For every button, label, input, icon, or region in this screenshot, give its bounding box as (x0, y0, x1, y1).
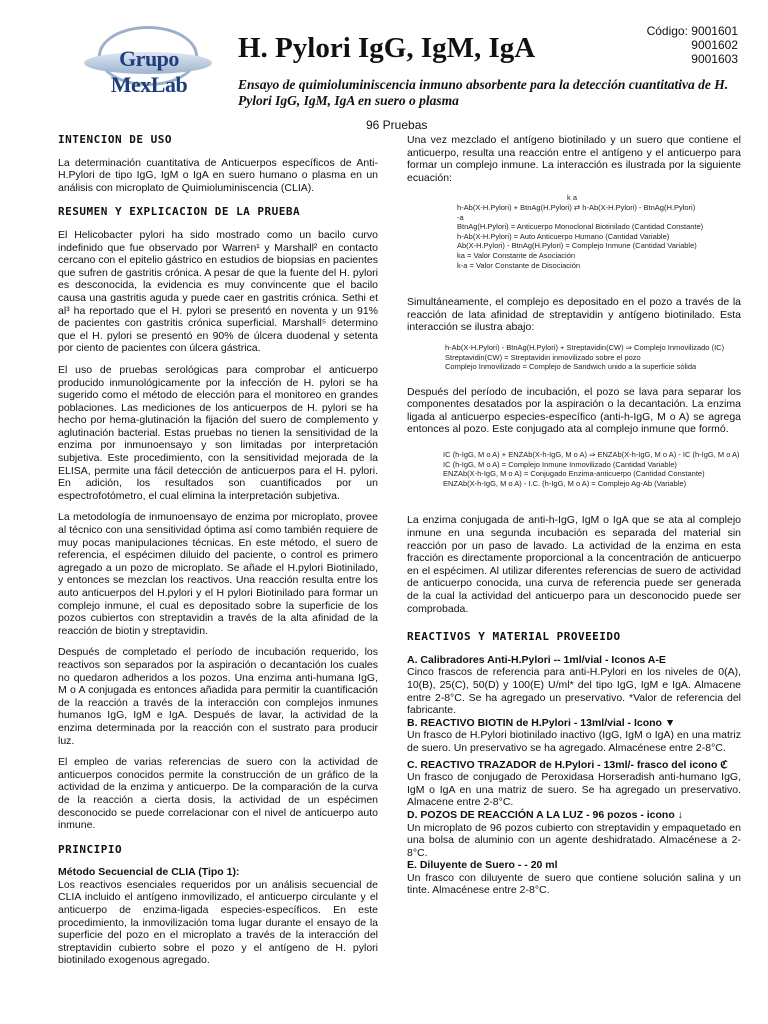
reagent-e-text: Un frasco con diluyente de suero que contiene solución salina y un tinte. Almacénese entre 2-8°C. (407, 871, 741, 897)
paragraph: Después de completado el período de incubación requerido, los reactivos son separados por la aspiración o decantación los cuales no quedaron adheridos a los pozos. Una enzima anti-humana IgG, M o A conjugada es entonces añadida para permitir la cuantificación de la reacción a través de la interacción con complejos inmunes humanos IgG, IgM e IgA. Después de lavar, la actividad de la enzima determinada por la reacción con el sustrato para producir luz. (58, 646, 378, 747)
document-title: H. Pylori IgG, IgM, IgA (238, 32, 536, 64)
equation-line: BtnAg(H.Pylori) = Anticuerpo Monoclonal Biotinilado (Cantidad Constante) (457, 222, 704, 232)
tests-count: 96 Pruebas (366, 118, 428, 132)
logo-text: Grupo MexLab (110, 46, 188, 97)
equation-line: k-a = Valor Constante de Disociación (457, 260, 581, 270)
equation-block-2 (445, 343, 741, 372)
code-line: Código: 9001601 (646, 24, 738, 38)
reagent-d-text: Un microplato de 96 pozos cubierto con streptavidin y empaquetado en una bolsa de aluminio con un agente deshidratado. Almacénese a 2-8°C. (407, 821, 741, 859)
reagent-e-heading: E. Diluyente de Suero - - 20 ml (407, 859, 558, 872)
equation-line: ENZAb(X-h-IgG, M o A) = Conjugado Enzima-anticuerpo (Cantidad Constante) (443, 469, 705, 479)
code-line: 9001602 (691, 38, 738, 52)
reagent-a-text: Cinco frascos de referencia para anti-H.Pylori en los niveles de 0(A), 10(B), 25(C), 50(D) y 100(E) U/ml* del tipo IgG, IgM e IgA. Almacene entre 2-8°C. Se ha agregado un preservativo. *Valor de referencia del fabricante. (407, 666, 741, 717)
reagent-d-heading: D. POZOS DE REACCIÓN A LA LUZ - 96 pozos - icono ↓ (407, 808, 683, 821)
paragraph: El Helicobacter pylori ha sido mostrado como un bacilo curvo indefinido que fue observado por Warren¹ y Marshall² en contacto cercano con el epitelio gástrico en estudios de biopsias en pacientes que sufren de gastritis crónica. A pesar de que la fuente del H. pylori es desconocida, la evidencia es muy convincente que el bacilo causa una gastritis aguda y puede caer en gastritis crónica. Sethi et al³ ha reportado que el H. pylori se presentó en noventa y un 91% de pacientes con gastritis crónica superficial. Marshall⁵ determino que el H. pylori se presentó en 90% de úlcera duodenal y setenta por ciento de pacientes con úlcera gástrica. (58, 228, 378, 355)
equation-line: Ab(X-H.Pylori) - BtnAg(H.Pylori) = Complejo Inmune (Cantidad Variable) (457, 241, 697, 251)
right-column (407, 134, 741, 897)
equation-line: IC (h-IgG, M o A) + ENZAb(X-h-IgG, M o A) ⇒ ENZAb(X-h-IgG, M o A) - IC (h-IgG, M o A) (443, 450, 740, 460)
paragraph: Después del período de incubación, el pozo se lava para separar los componentes desatados por la aspiración o la decantación. La enzima ligada al anticuerpo especies-específico (anti-h-IgG, M o A) se agrega entonces al pozo. Este conjugado ata al complejo inmune que formó. (407, 385, 741, 436)
reagent-c-text: Un frasco de conjugado de Peroxidasa Horseradish anti-humano IgG, IgM o IgA en una matriz de suero. Se ha agregado un preservativo. Almacene entre 2-8°C. (407, 771, 741, 809)
section-heading: RESUMEN Y EXPLICACION DE LA PRUEBA (58, 205, 301, 219)
equation-block-3 (443, 450, 741, 488)
section-heading: PRINCIPIO (58, 842, 123, 856)
equation-line: h-Ab(X-H.Pylori) = Auto Anticuerpo Humano (Cantidad Variable) (457, 231, 670, 241)
paragraph: Los reactivos esenciales requeridos por un análisis secuencial de CLIA incluido el antígeno inmovilizado, el anticuerpo circulante y el anticuerpo de enzima-ligada especies-específicos. En este procedimiento, la inmovilización toma lugar durante el ensayo de la superficie del pozo en el microplato a través de la interacción del streptavidin cubierto sobre el pozo y el antígeno de H. pylori biotinilado exogenous agregado. (58, 878, 378, 967)
equation-line: IC (h-IgG, M o A) = Complejo Inmune Inmovilizado (Cantidad Variable) (443, 459, 677, 469)
equation-line: Streptavidin(CW) = Streptavidin inmovilizado sobre el pozo (445, 352, 641, 362)
reagent-b-heading: B. REACTIVO BIOTIN de H.Pylori - 13ml/vial - Icono ▼ (407, 716, 676, 729)
subheading: Método Secuencial de CLIA (Tipo 1): (58, 866, 240, 879)
equation-line: h-Ab(X-H.Pylori) - BtnAg(H.Pylori) + Streptavidin(CW) ⇒ Complejo Inmovilizado (IC) (445, 342, 725, 352)
paragraph: La determinación cuantitativa de Anticuerpos específicos de Anti-H.Pylori de tipo IgG, IgM o IgA en suero humano o plasma en un análisis con microplato de Quimioluminiscencia (CLIA). (58, 156, 378, 194)
reagent-c-heading: C. REACTIVO TRAZADOR de H.Pylori - 13ml/- frasco del icono ℭ (407, 758, 728, 771)
product-codes (647, 24, 738, 66)
section-heading: INTENCION DE USO (58, 133, 172, 146)
document-subtitle: Ensayo de quimioluminiscencia inmuno absorbente para la detección cuantitativa de H. Pylori IgG, IgM, IgA en suero o plasma (238, 77, 729, 108)
equation-line: -a (457, 212, 464, 222)
equation-line: h-Ab(X-H.Pylori) + BtnAg(H.Pylori) ⇄ h-Ab(X-H.Pylori) - BtnAg(H.Pylori) (457, 202, 696, 212)
grupo-mexlab-logo (78, 22, 218, 97)
equation-line: ka = Valor Constante de Asociación (457, 250, 576, 260)
paragraph: Simultáneamente, el complejo es depositado en el pozo a través de la reacción de lata afinidad de streptavidin y antígeno biotinilado. Esta interacción se ilustra abajo: (407, 296, 741, 334)
equation-line: ENZAb(X-h-IgG, M o A) - I.C. (h-IgG, M o A) = Complejo Ag-Ab (Variable) (443, 478, 687, 488)
left-column (58, 134, 378, 976)
paragraph: La enzima conjugada de anti-h-IgG, IgM o IgA que se ata al complejo inmune en una segunda incubación es separada del material sin reacción por un paso de lavado. La actividad de la enzima en esta fracción es directamente proporcional a la concentración de anticuerpo en el espécimen. Al utilizar diferentes referencias de suero de actividad de anticuerpo conocida, una curva de referencia puede ser generada de la cual la actividad del anticuerpo para un desconocido puede ser comprobada. (407, 514, 741, 615)
paragraph: El empleo de varias referencias de suero con la actividad de anticuerpos conocidos permite la construcción de un gráfico de la actividad de la enzima y anticuerpo. De la comparación de la curva de la reacción a cierta dosis, la actividad de un espécimen desconocido se puede correlacionar con el nivel de anticuerpo auto inmune. (58, 756, 378, 832)
code-line: 9001603 (691, 52, 738, 66)
equation-line: k a (567, 193, 578, 203)
paragraph: Una vez mezclado el antígeno biotinilado y un suero que contiene el anticuerpo, resulta una reacción entre el antígeno y el anticuerpo para formar un complejo inmune. La interacción es ilustrada por la siguiente ecuación: (407, 134, 741, 184)
paragraph: La metodología de inmunoensayo de enzima por microplato, provee al técnico con una sensitividad óptima así como también requiere de muy pocas manipulaciones técnicas. En este método, el suero de referencia, el espécimen diluido del paciente, o control es primero agregado a un pozo de microplato. Se añade el H.pylori Biotinilado, y entonces se mezclan los reactivos. Una reacción resulta entre los auto anticuerpos del H.pylori y el H pylori Biotinilado para formar un complejo inmune, el cual es depositado sobre la superficie de los pozos cubiertos con streptavidin a través de la alta afinidad de la reacción de biotin y streptavidin. (58, 511, 378, 637)
equation-block-1 (457, 193, 741, 270)
section-heading: REACTIVOS Y MATERIAL PROVEEIDO (407, 630, 621, 644)
reagent-b-text: Un frasco de H.Pylori biotinilado inactivo (IgG, IgM o IgA) en una matriz de suero. Un preservativo se ha agregado. Almacénese entre 2-8°C. (407, 729, 741, 754)
paragraph: El uso de pruebas serológicas para comprobar el anticuerpo producido inmunológicamente por la infección de H. pylori se ha sugerido como el método de elección para el monitoreo en grandes poblaciones. Las mediciones de los anticuerpos de H. pylori se ha hecho por hema-glutinación la fijación del suero de complemento y aglutinación bacterial. Estas pruebas no tienen la sensitividad de la enzima por inmunoensayo y son limitadas por interpretación subjetiva. Este procedimiento, con la sensitividad mejorada de la ELISA, permite una fácil detección de anticuerpos para el H. pylori. En adición, los resultados son cuantificados por un espectrofotómetro, el cual elimina la interpretación subjetiva. (58, 363, 378, 502)
reagent-a-heading: A. Calibradores Anti-H.Pylori -- 1ml/vial - Iconos A-E (407, 653, 666, 666)
equation-line: Complejo Inmovilizado = Complejo de Sandwich unido a la superficie sólida (445, 362, 697, 372)
